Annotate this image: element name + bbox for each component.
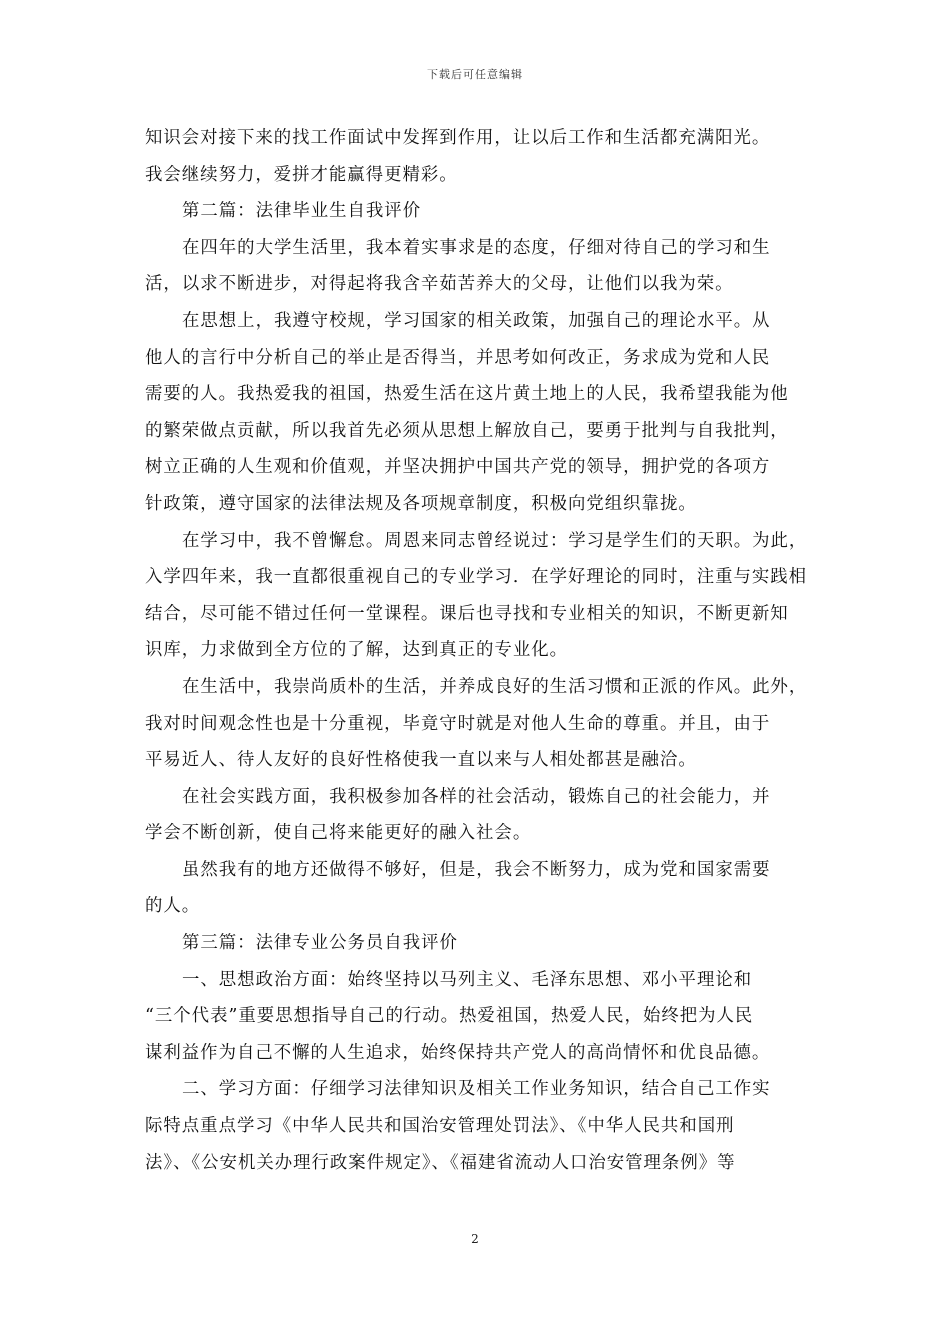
paragraph — [145, 230, 809, 303]
paragraph — [145, 962, 809, 1072]
section-heading — [145, 193, 809, 230]
text-line: 需要的人。我热爱我的祖国，热爱生活在这片黄土地上的人民，我希望我能为他 — [145, 384, 789, 405]
paragraph — [145, 1071, 809, 1181]
text-line: 际特点重点学习《中华人民共和国治安管理处罚法》、《中华人民共和国刑 — [145, 1116, 735, 1137]
text-line: 针政策，遵守国家的法律法规及各项规章制度，积极向党组织靠拢。 — [145, 493, 697, 514]
text-line: 在学习中，我不曾懈怠。周恩来同志曾经说过：学习是学生们的天职。为此， — [182, 530, 808, 551]
paragraph — [145, 852, 809, 925]
text-line: 活，以求不断进步，对得起将我含辛茹苦养大的父母，让他们以我为荣。 — [145, 274, 734, 295]
text-line: 在社会实践方面，我积极参加各样的社会活动，锻炼自己的社会能力，并 — [182, 786, 771, 807]
text-line: 虽然我有的地方还做得不够好，但是，我会不断努力，成为党和国家需要 — [182, 859, 771, 880]
text-line: 的繁荣做点贡献，所以我首先必须从思想上解放自己，要勇于批判与自我批判， — [145, 420, 789, 441]
paragraph — [145, 303, 809, 523]
text-line: 知识会对接下来的找工作面试中发挥到作用，让以后工作和生活都充满阳光。 — [145, 128, 771, 148]
text-line: 树立正确的人生观和价值观，并坚决拥护中国共产党的领导，拥护党的各项方 — [145, 457, 771, 478]
paragraph — [145, 779, 809, 852]
text-line: 在生活中，我崇尚质朴的生活，并养成良好的生活习惯和正派的作风。此外， — [182, 676, 808, 697]
section-heading — [145, 925, 809, 962]
section-heading-text: 第二篇：法律毕业生自我评价 — [182, 201, 422, 222]
text-line: 结合，尽可能不错过任何一堂课程。课后也寻找和专业相关的知识，不断更新知 — [145, 603, 789, 624]
text-line: 在四年的大学生活里，我本着实事求是的态度，仔细对待自己的学习和生 — [182, 237, 771, 258]
text-line: 一、思想政治方面：始终坚持以马列主义、毛泽东思想、邓小平理论和 — [182, 969, 753, 990]
text-line: 学会不断创新，使自己将来能更好的融入社会。 — [145, 823, 532, 844]
text-line: 二、学习方面：仔细学习法律知识及相关工作业务知识，结合自己工作实 — [182, 1079, 771, 1100]
text-line: 的人。 — [145, 896, 201, 917]
paragraph — [145, 523, 809, 669]
text-line: 他人的言行中分析自己的举止是否得当，并思考如何改正，务求成为党和人民 — [145, 347, 771, 368]
text-line: 我对时间观念性也是十分重视，毕竟守时就是对他人生命的尊重。并且，由于 — [145, 713, 771, 734]
text-line: 谋利益作为自己不懈的人生追求，始终保持共产党人的高尚情怀和优良品德。 — [145, 1042, 771, 1063]
page-header: 下载后可任意编辑 — [427, 68, 523, 81]
text-line: 入学四年来，我一直都很重视自己的专业学习．在学好理论的同时，注重与实践相 — [145, 567, 808, 588]
text-line: 我会继续努力，爱拼才能赢得更精彩。 — [145, 164, 458, 185]
paragraph — [145, 120, 809, 193]
paragraph — [145, 669, 809, 779]
text-line: 在思想上，我遵守校规，学习国家的相关政策，加强自己的理论水平。从 — [182, 310, 771, 331]
section-heading-text: 第三篇：法律专业公务员自我评价 — [182, 933, 458, 954]
text-line: 法》、《公安机关办理行政案件规定》、《福建省流动人口治安管理条例》等 — [145, 1152, 736, 1173]
text-line: 识库，力求做到全方位的了解，达到真正的专业化。 — [145, 640, 568, 661]
page-number: 2 — [471, 1232, 479, 1246]
document-body — [145, 120, 809, 1181]
text-line: 平易近人、待人友好的良好性格使我一直以来与人相处都甚是融洽。 — [145, 750, 697, 771]
text-line: “三个代表”重要思想指导自己的行动。热爱祖国，热爱人民，始终把为人民 — [145, 1006, 754, 1027]
